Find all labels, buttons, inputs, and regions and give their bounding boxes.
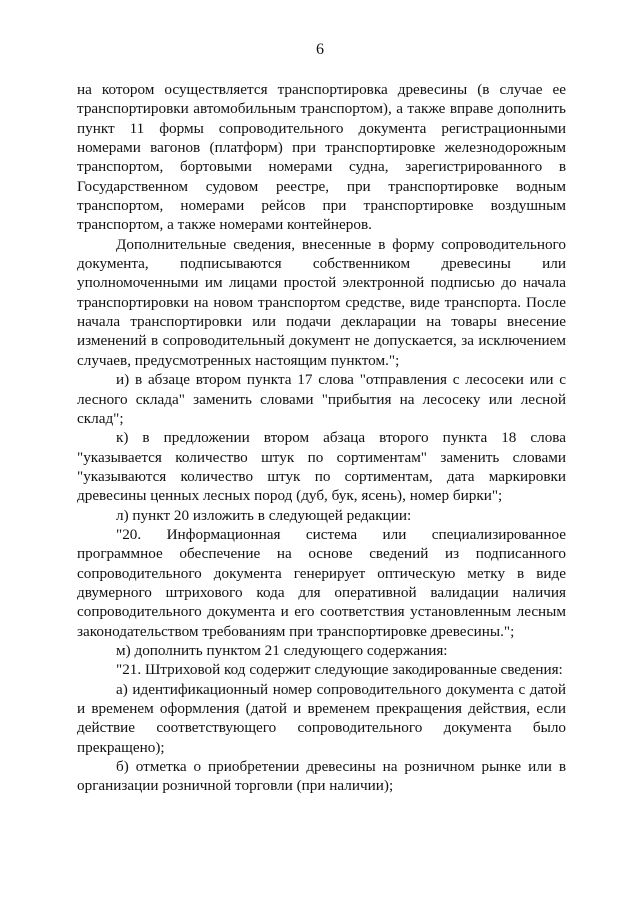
paragraph-point-20: "20. Информационная система или специализированное программное обеспечение на основе сведений из подписанного сопроводительного документа генерирует оптическую метку в виде двумерного штрихового кода для оперативной валидации наличия сопроводительного документа и его соответствия установленным лесным законодательством требованиям при транспортировке древесины."; — [77, 525, 566, 640]
paragraph-continuation: на котором осуществляется транспортировка древесины (в случае ее транспортировки автомобильным транспортом), а также вправе дополнить пункт 11 формы сопроводительного документа регистрационными номерами вагонов (платформ) при транспортировке железнодорожным транспортом, бортовыми номерами судна, зарегистрированного в Государственном судовом реестре, при транспортировке водным транспортом, номерами рейсов при транспортировке воздушным транспортом, а также номерами контейнеров. — [77, 81, 566, 234]
paragraph-point-21: "21. Штриховой код содержит следующие закодированные сведения: — [116, 661, 563, 679]
paragraph-item-i: и) в абзаце втором пункта 17 слова "отправления с лесосеки или с лесного склада" заменить словами "прибытия на лесосеку или лесной склад"; — [77, 371, 566, 427]
page-number: 6 — [316, 41, 324, 58]
document-body — [77, 80, 566, 796]
paragraph-item-k: к) в предложении втором абзаца второго пункта 18 слова "указывается количество штук по сортиментам" заменить словами "указываются количество штук по сортиментам, дата маркировки древесины ценных лесных пород (дуб, бук, ясень), номер бирки"; — [77, 429, 566, 505]
paragraph-item-m: м) дополнить пунктом 21 следующего содержания: — [116, 641, 448, 659]
paragraph-additional-info: Дополнительные сведения, внесенные в форму сопроводительного документа, подписываются собственником древесины или уполномоченными им лицами простой электронной подписью до начала транспортировки на новом транспортом средстве, виде транспорта. После начала транспортировки или подачи декларации на товары внесение изменений в сопроводительный документ не допускается, за исключением случаев, предусмотренных настоящим пунктом."; — [77, 235, 566, 369]
paragraph-subitem-a: а) идентификационный номер сопроводительного документа с датой и временем оформления (датой и временем прекращения действия, если действие соответствующего сопроводительного документа было прекращено); — [77, 680, 566, 756]
paragraph-subitem-b: б) отметка о приобретении древесины на розничном рынке или в организации розничной торговли (при наличии); — [77, 758, 566, 795]
paragraph-item-l: л) пункт 20 изложить в следующей редакции: — [116, 506, 412, 524]
